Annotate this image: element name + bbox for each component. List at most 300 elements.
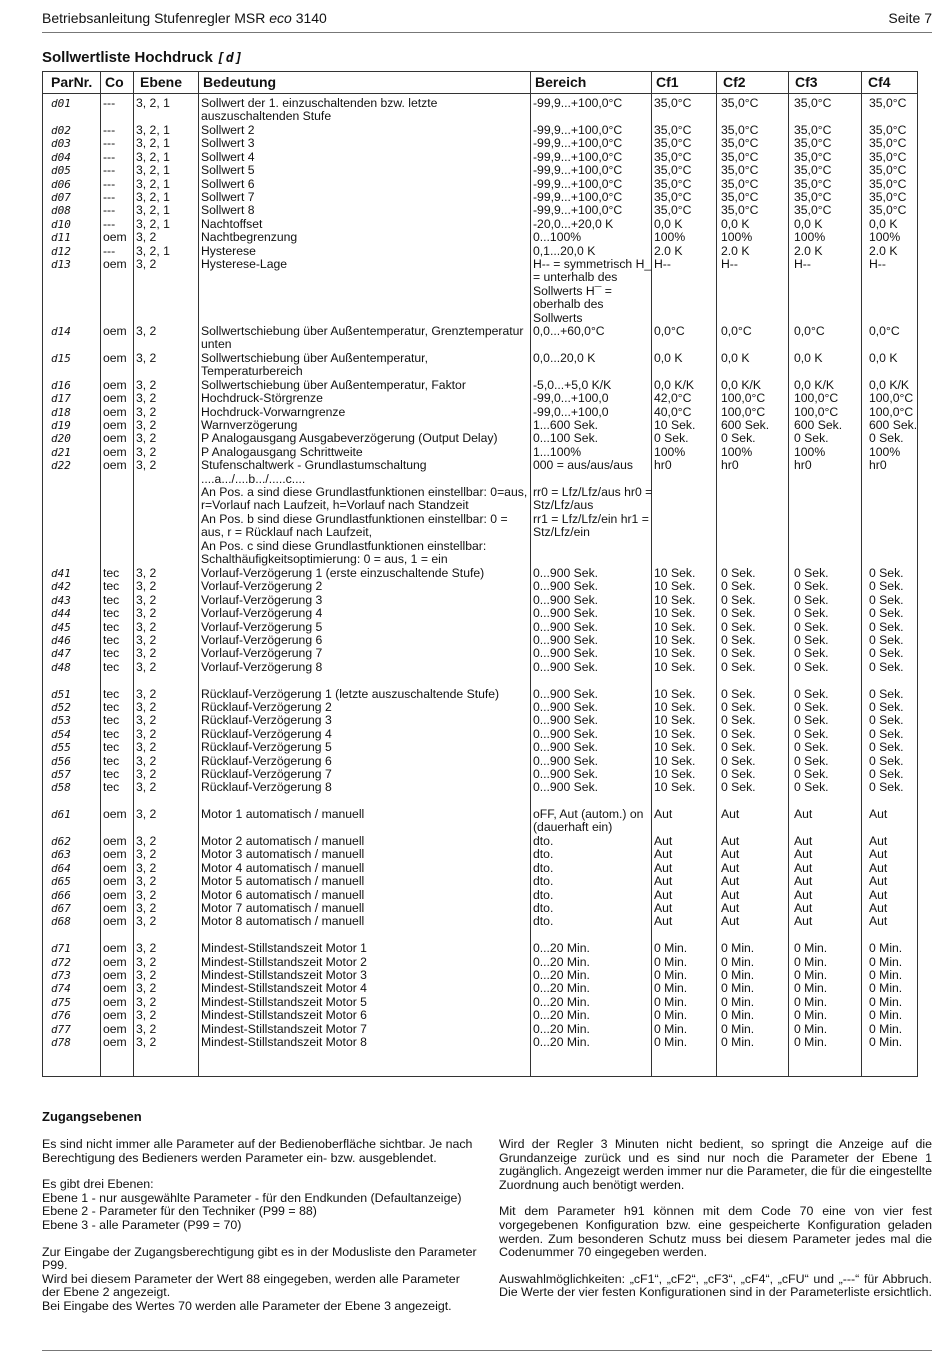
cf3-cell: 0 Sek. bbox=[794, 633, 829, 647]
cf4-cell: 100,0°C bbox=[869, 392, 914, 406]
co-cell: --- bbox=[103, 97, 116, 110]
cf2-cell: Aut bbox=[721, 915, 740, 929]
co-cell: tec bbox=[103, 727, 120, 741]
cf1-cell: 35,0°C bbox=[654, 204, 692, 218]
table-row bbox=[43, 204, 917, 217]
bedeutung-cell: Rücklauf-Verzögerung 7 bbox=[201, 767, 332, 781]
cf1-cell: 35,0°C bbox=[654, 190, 692, 204]
cf4-cell: 0 Sek. bbox=[869, 647, 904, 661]
ebene-cell: 3, 2 bbox=[136, 660, 157, 674]
cf1-cell: 0 Sek. bbox=[654, 432, 689, 446]
cf4-cell: hr0 bbox=[869, 459, 887, 473]
cf3-cell: 35,0°C bbox=[794, 190, 832, 204]
bereich-cell: 0,0...20,0 K bbox=[533, 351, 596, 365]
table-row bbox=[43, 1023, 917, 1036]
table-row bbox=[43, 258, 917, 325]
table-row bbox=[43, 231, 917, 244]
cf3-cell: Aut bbox=[794, 888, 813, 902]
bedeutung-cell: Mindest-Stillstandszeit Motor 7 bbox=[201, 1022, 367, 1036]
bereich-cell: 0...900 Sek. bbox=[533, 660, 599, 674]
bereich-cell: 0...20 Min. bbox=[533, 982, 590, 996]
bereich-cell: dto. bbox=[533, 902, 554, 916]
table-row bbox=[43, 137, 917, 150]
cf1-cell: 10 Sek. bbox=[654, 647, 696, 661]
co-cell: oem bbox=[103, 848, 127, 862]
table-row bbox=[43, 406, 917, 419]
col-co: Co bbox=[105, 74, 124, 90]
co-cell: tec bbox=[103, 633, 120, 647]
bedeutung-cell: Warnverzögerung bbox=[201, 419, 298, 433]
cf3-cell: Aut bbox=[794, 848, 813, 862]
bereich-cell: 0...900 Sek. bbox=[533, 567, 599, 581]
cf3-cell: 0 Min. bbox=[794, 1009, 828, 1023]
co-cell: oem bbox=[103, 432, 127, 446]
bereich-cell: -99,9...+100,0°C bbox=[533, 150, 623, 164]
parnr-cell: d12 bbox=[51, 244, 71, 258]
parnr-cell: d02 bbox=[51, 124, 71, 137]
bereich-cell: 0...20 Min. bbox=[533, 942, 590, 956]
bereich-cell: 0...100% bbox=[533, 231, 582, 245]
table-row bbox=[43, 741, 917, 754]
cf4-cell: 0 Sek. bbox=[869, 432, 904, 446]
cf1-cell: 10 Sek. bbox=[654, 620, 696, 634]
ebene-cell: 3, 2 bbox=[136, 593, 157, 607]
bereich-cell: 0...20 Min. bbox=[533, 955, 590, 969]
ebene-cell: 3, 2 bbox=[136, 405, 157, 419]
col-bereich: Bereich bbox=[535, 74, 587, 90]
table-row bbox=[43, 325, 917, 352]
bedeutung-cell: P Analogausgang Schrittweite bbox=[201, 445, 363, 459]
table-row bbox=[43, 688, 917, 701]
cf2-cell: 0 Sek. bbox=[721, 700, 756, 714]
bereich-cell: 0,1...20,0 K bbox=[533, 244, 596, 258]
parnr-cell: d05 bbox=[51, 164, 71, 178]
cf2-cell: 0 Sek. bbox=[721, 727, 756, 741]
ebene-cell: 3, 2 bbox=[136, 754, 157, 768]
cf2-cell: 0,0°C bbox=[721, 324, 752, 338]
ebene-cell: 3, 2 bbox=[136, 1035, 157, 1049]
cf4-cell: 0 Sek. bbox=[869, 741, 904, 755]
parnr-cell: d08 bbox=[51, 204, 71, 218]
cf2-cell: 100% bbox=[721, 231, 753, 245]
table-row bbox=[43, 768, 917, 781]
bedeutung-cell: Motor 1 automatisch / manuell bbox=[201, 808, 365, 822]
bereich-cell: 000 = aus/aus/aus bbox=[533, 459, 633, 473]
bedeutung-cell: An Pos. b sind diese Grundlastfunktionen einstellbar: 0 = aus, r = Rücklauf nach Laufzeit, bbox=[201, 513, 508, 540]
cf1-cell: 0 Min. bbox=[654, 995, 688, 1009]
cf4-cell: 35,0°C bbox=[869, 124, 907, 137]
bedeutung-cell: Sollwert 7 bbox=[201, 190, 255, 204]
parnr-cell: d14 bbox=[51, 324, 71, 338]
ebene-cell: 3, 2 bbox=[136, 741, 157, 755]
co-cell: oem bbox=[103, 231, 127, 245]
co-cell: oem bbox=[103, 875, 127, 889]
cf3-cell: 35,0°C bbox=[794, 150, 832, 164]
cf4-cell: 100,0°C bbox=[869, 405, 914, 419]
cf1-cell: 40,0°C bbox=[654, 405, 692, 419]
table-row bbox=[43, 567, 917, 580]
cf2-cell: 0 Sek. bbox=[721, 633, 756, 647]
cf4-cell: 2.0 K bbox=[869, 244, 898, 258]
bedeutung-cell: Rücklauf-Verzögerung 8 bbox=[201, 781, 332, 795]
row-spacer bbox=[43, 674, 917, 687]
cf1-cell: 0,0°C bbox=[654, 324, 685, 338]
cf1-cell: 0 Min. bbox=[654, 968, 688, 982]
cf1-cell: 0 Min. bbox=[654, 942, 688, 956]
cf3-cell: hr0 bbox=[794, 459, 812, 473]
table-row bbox=[43, 379, 917, 392]
cf1-cell: 10 Sek. bbox=[654, 593, 696, 607]
cf1-cell: 10 Sek. bbox=[654, 607, 696, 621]
co-cell: oem bbox=[103, 861, 127, 875]
cf2-cell: hr0 bbox=[721, 459, 739, 473]
parnr-cell: d48 bbox=[51, 660, 71, 674]
cf2-cell: 0 Min. bbox=[721, 968, 755, 982]
cf2-cell: 0 Sek. bbox=[721, 432, 756, 446]
co-cell: oem bbox=[103, 1022, 127, 1036]
co-cell: --- bbox=[103, 244, 116, 258]
cf4-cell: 0 Sek. bbox=[869, 593, 904, 607]
co-cell: oem bbox=[103, 257, 127, 271]
paragraph: Es gibt drei Ebenen: Ebene 1 - nur ausgewählte Parameter - für den Endkunden (Defaultanzeige) Ebene 2 - Parameter für den Techniker (P99 = 88) Ebene 3 - alle Parameter (P99 = 70) bbox=[42, 1177, 462, 1232]
cf4-cell: 0 Min. bbox=[869, 982, 903, 996]
table-row bbox=[43, 218, 917, 231]
page-number: Seite 7 bbox=[888, 10, 932, 26]
cf4-cell: 35,0°C bbox=[869, 190, 907, 204]
cf4-cell: H-- bbox=[869, 257, 886, 271]
ebene-cell: 3, 2 bbox=[136, 888, 157, 902]
parnr-cell: d11 bbox=[51, 231, 71, 245]
bedeutung-cell: Rücklauf-Verzögerung 6 bbox=[201, 754, 332, 768]
cf4-cell: 35,0°C bbox=[869, 97, 907, 110]
cf4-cell: 0 Sek. bbox=[869, 700, 904, 714]
cf2-cell: Aut bbox=[721, 848, 740, 862]
cf2-cell: 100,0°C bbox=[721, 392, 766, 406]
table-row bbox=[43, 862, 917, 875]
parnr-cell: d68 bbox=[51, 915, 71, 929]
parnr-cell: d65 bbox=[51, 875, 71, 889]
col-cf2: Cf2 bbox=[723, 74, 746, 90]
table-row bbox=[43, 902, 917, 915]
cf4-cell: Aut bbox=[869, 861, 888, 875]
cf3-cell: 0 Min. bbox=[794, 1022, 828, 1036]
bedeutung-cell: Hysterese-Lage bbox=[201, 257, 288, 271]
ebene-cell: 3, 2, 1 bbox=[136, 177, 170, 191]
cf1-cell: 10 Sek. bbox=[654, 714, 696, 728]
page-header bbox=[42, 10, 932, 33]
bereich-cell: 0...900 Sek. bbox=[533, 593, 599, 607]
cf3-cell: 100% bbox=[794, 445, 826, 459]
bereich-cell: -99,9...+100,0°C bbox=[533, 124, 623, 137]
ebene-cell: 3, 2 bbox=[136, 781, 157, 795]
bedeutung-cell: Hochdruck-Störgrenze bbox=[201, 392, 323, 406]
bedeutung-cell: Motor 8 automatisch / manuell bbox=[201, 915, 365, 929]
bedeutung-cell: Sollwert 5 bbox=[201, 164, 255, 178]
bedeutung-cell: Vorlauf-Verzögerung 5 bbox=[201, 620, 323, 634]
parnr-cell: d63 bbox=[51, 848, 71, 862]
table-row bbox=[43, 848, 917, 861]
cf3-cell: 0 Min. bbox=[794, 982, 828, 996]
co-cell: tec bbox=[103, 647, 120, 661]
cf3-cell: 100% bbox=[794, 231, 826, 245]
cf4-cell: Aut bbox=[869, 888, 888, 902]
co-cell: oem bbox=[103, 888, 127, 902]
bereich-cell: -99,9...+100,0°C bbox=[533, 164, 623, 178]
bereich-cell: 0...900 Sek. bbox=[533, 633, 599, 647]
cf3-cell: 0 Min. bbox=[794, 968, 828, 982]
cf2-cell: 35,0°C bbox=[721, 97, 759, 110]
cf2-cell: 0 Min. bbox=[721, 1022, 755, 1036]
ebene-cell: 3, 2 bbox=[136, 915, 157, 929]
cf4-cell: 0,0 K bbox=[869, 217, 898, 231]
bereich-cell: 0...900 Sek. bbox=[533, 727, 599, 741]
cf2-cell: 0 Sek. bbox=[721, 647, 756, 661]
cf2-cell: Aut bbox=[721, 835, 740, 849]
bereich-cell: 0...900 Sek. bbox=[533, 741, 599, 755]
cf2-cell: 0 Sek. bbox=[721, 754, 756, 768]
bedeutung-cell: Vorlauf-Verzögerung 6 bbox=[201, 633, 323, 647]
cf4-cell: Aut bbox=[869, 875, 888, 889]
cf4-cell: 0 Sek. bbox=[869, 727, 904, 741]
bedeutung-cell: Mindest-Stillstandszeit Motor 5 bbox=[201, 995, 367, 1009]
parnr-cell: d03 bbox=[51, 137, 71, 151]
co-cell: tec bbox=[103, 580, 120, 594]
cf3-cell: 0 Sek. bbox=[794, 620, 829, 634]
parnr-cell: d10 bbox=[51, 217, 71, 231]
cf4-cell: 35,0°C bbox=[869, 177, 907, 191]
co-cell: tec bbox=[103, 714, 120, 728]
bedeutung-cell: Mindest-Stillstandszeit Motor 4 bbox=[201, 982, 367, 996]
co-cell: --- bbox=[103, 177, 116, 191]
cf4-cell: 0 Min. bbox=[869, 968, 903, 982]
parnr-cell: d18 bbox=[51, 405, 71, 419]
cf3-cell: 2.0 K bbox=[794, 244, 823, 258]
bedeutung-cell: Motor 4 automatisch / manuell bbox=[201, 861, 365, 875]
cf3-cell: 0 Min. bbox=[794, 942, 828, 956]
cf4-cell: 0 Sek. bbox=[869, 687, 904, 701]
cf3-cell: H-- bbox=[794, 257, 811, 271]
ebene-cell: 3, 2 bbox=[136, 432, 157, 446]
cf4-cell: 0 Min. bbox=[869, 995, 903, 1009]
parnr-cell: d75 bbox=[51, 995, 71, 1009]
co-cell: tec bbox=[103, 593, 120, 607]
parnr-cell: d21 bbox=[51, 445, 71, 459]
table-row bbox=[43, 714, 917, 727]
paragraph: Wird der Regler 3 Minuten nicht bedient, so springt die Anzeige auf die Grundanzeige zurück und es sind nur noch die Parameter der Ebene 1 zugänglich. Angezeigt werden immer nur die Parameter, die für die eingestellte Zuordnung auch benötigt werden. bbox=[499, 1137, 932, 1192]
parnr-cell: d06 bbox=[51, 177, 71, 191]
ebene-cell: 3, 2 bbox=[136, 861, 157, 875]
cf2-cell: 0 Min. bbox=[721, 982, 755, 996]
parnr-cell: d22 bbox=[51, 459, 71, 473]
cf2-cell: 0 Min. bbox=[721, 995, 755, 1009]
cf1-cell: 10 Sek. bbox=[654, 660, 696, 674]
bereich-cell: dto. bbox=[533, 888, 554, 902]
cf2-cell: Aut bbox=[721, 888, 740, 902]
parnr-cell: d53 bbox=[51, 714, 71, 728]
co-cell: oem bbox=[103, 351, 127, 365]
table-row bbox=[43, 245, 917, 258]
cf3-cell: 0 Sek. bbox=[794, 432, 829, 446]
table-row bbox=[43, 392, 917, 405]
bedeutung-cell: Sollwert 3 bbox=[201, 137, 255, 151]
bereich-cell: -99,9...+100,0°C bbox=[533, 190, 623, 204]
parnr-cell: d01 bbox=[51, 97, 71, 110]
cf1-cell: 0,0 K bbox=[654, 351, 683, 365]
cf1-cell: hr0 bbox=[654, 459, 672, 473]
bedeutung-cell: Stufenschaltwerk - Grundlastumschaltung bbox=[201, 459, 427, 473]
bereich-cell: 0...20 Min. bbox=[533, 1035, 590, 1049]
cf4-cell: 0,0 K/K bbox=[869, 378, 909, 392]
table-row bbox=[43, 419, 917, 432]
bereich-cell: dto. bbox=[533, 915, 554, 929]
co-cell: --- bbox=[103, 150, 116, 164]
bereich-cell: 0...900 Sek. bbox=[533, 714, 599, 728]
ebene-cell: 3, 2 bbox=[136, 982, 157, 996]
cf4-cell: Aut bbox=[869, 902, 888, 916]
co-cell: oem bbox=[103, 324, 127, 338]
cf4-cell: 0,0 K bbox=[869, 351, 898, 365]
cf2-cell: 0 Min. bbox=[721, 942, 755, 956]
co-cell: --- bbox=[103, 217, 116, 231]
access-levels-right bbox=[499, 1138, 932, 1313]
cf1-cell: 35,0°C bbox=[654, 150, 692, 164]
co-cell: oem bbox=[103, 405, 127, 419]
bedeutung-cell: Vorlauf-Verzögerung 7 bbox=[201, 647, 323, 661]
cf1-cell: Aut bbox=[654, 902, 673, 916]
co-cell: --- bbox=[103, 137, 116, 151]
cf2-cell: 0 Min. bbox=[721, 1009, 755, 1023]
parnr-cell: d51 bbox=[51, 687, 71, 701]
cf2-cell: Aut bbox=[721, 902, 740, 916]
bereich-cell: dto. bbox=[533, 835, 554, 849]
bedeutung-cell: Rücklauf-Verzögerung 4 bbox=[201, 727, 332, 741]
cf3-cell: Aut bbox=[794, 861, 813, 875]
cf1-cell: Aut bbox=[654, 888, 673, 902]
cf3-cell: 0 Sek. bbox=[794, 660, 829, 674]
co-cell: tec bbox=[103, 700, 120, 714]
cf4-cell: 0 Min. bbox=[869, 1022, 903, 1036]
ebene-cell: 3, 2 bbox=[136, 902, 157, 916]
ebene-cell: 3, 2, 1 bbox=[136, 204, 170, 218]
parnr-cell: d62 bbox=[51, 835, 71, 849]
cf4-cell: 35,0°C bbox=[869, 150, 907, 164]
parnr-cell: d66 bbox=[51, 888, 71, 902]
table-row bbox=[43, 151, 917, 164]
cf3-cell: Aut bbox=[794, 915, 813, 929]
cf3-cell: 0 Sek. bbox=[794, 607, 829, 621]
co-cell: tec bbox=[103, 607, 120, 621]
cf3-cell: 0 Min. bbox=[794, 1035, 828, 1049]
bedeutung-cell: ....a.../....b.../.....c.... bbox=[201, 472, 306, 486]
ebene-cell: 3, 2, 1 bbox=[136, 244, 170, 258]
table-row bbox=[43, 728, 917, 741]
bereich-cell: -99,9...+100,0°C bbox=[533, 204, 623, 218]
ebene-cell: 3, 2 bbox=[136, 647, 157, 661]
parnr-cell: d44 bbox=[51, 607, 71, 621]
table-row bbox=[43, 647, 917, 660]
cf3-cell: 100,0°C bbox=[794, 405, 839, 419]
cf3-cell: 0 Sek. bbox=[794, 727, 829, 741]
cf1-cell: 10 Sek. bbox=[654, 741, 696, 755]
bereich-cell: H-- = symmetrisch H_ = unterhalb des Sollwerts H¯ = oberhalb des Sollwerts bbox=[533, 257, 652, 325]
cf4-cell: Aut bbox=[869, 915, 888, 929]
cf2-cell: 0 Min. bbox=[721, 1035, 755, 1049]
cf3-cell: 0 Sek. bbox=[794, 687, 829, 701]
ebene-cell: 3, 2 bbox=[136, 1022, 157, 1036]
bedeutung-cell: Sollwert 2 bbox=[201, 124, 255, 137]
cf3-cell: Aut bbox=[794, 808, 813, 822]
bereich-cell: 0...900 Sek. bbox=[533, 781, 599, 795]
ebene-cell: 3, 2 bbox=[136, 620, 157, 634]
cf3-cell: 35,0°C bbox=[794, 137, 832, 151]
cf4-cell: 0 Sek. bbox=[869, 767, 904, 781]
cf3-cell: 0 Min. bbox=[794, 995, 828, 1009]
bereich-cell: 1...100% bbox=[533, 445, 582, 459]
cf2-cell: Aut bbox=[721, 861, 740, 875]
cf1-cell: 10 Sek. bbox=[654, 580, 696, 594]
cf1-cell: 35,0°C bbox=[654, 137, 692, 151]
cf3-cell: 600 Sek. bbox=[794, 419, 843, 433]
cf2-cell: 0 Sek. bbox=[721, 620, 756, 634]
bereich-cell: -99,9...+100,0°C bbox=[533, 137, 623, 151]
parnr-cell: d72 bbox=[51, 955, 71, 969]
cf4-cell: 0 Sek. bbox=[869, 567, 904, 581]
cf1-cell: 2.0 K bbox=[654, 244, 683, 258]
cf2-cell: 0 Sek. bbox=[721, 741, 756, 755]
cf4-cell: 0 Sek. bbox=[869, 660, 904, 674]
bereich-cell: -99,0...+100,0 bbox=[533, 392, 609, 406]
parnr-cell: d58 bbox=[51, 781, 71, 795]
cf3-cell: 0 Sek. bbox=[794, 767, 829, 781]
bereich-cell: 0...900 Sek. bbox=[533, 580, 599, 594]
cf2-cell: 0 Sek. bbox=[721, 687, 756, 701]
paragraph: Zur Eingabe der Zugangsberechtigung gibt es in der Modusliste den Parameter P99. Wird bei diesem Parameter der Wert 88 eingegeben, werden alle Parameter der Ebene 2 angezeigt. Bei Eingabe des Wertes 70 werden alle Parameter der Ebene 3 angezeigt. bbox=[42, 1244, 477, 1313]
paragraph: Es sind nicht immer alle Parameter auf der Bedienoberfläche sichtbar. Je nach Berechtigung des Bedieners werden Parameter ein- bzw. ausgeblendet. bbox=[42, 1137, 473, 1165]
bedeutung-cell: Vorlauf-Verzögerung 4 bbox=[201, 607, 323, 621]
ebene-cell: 3, 2 bbox=[136, 942, 157, 956]
parnr-cell: d76 bbox=[51, 1009, 71, 1023]
cf4-cell: 0 Min. bbox=[869, 1035, 903, 1049]
parnr-cell: d55 bbox=[51, 741, 71, 755]
bedeutung-cell: Sollwertschiebung über Außentemperatur, Grenztemperatur unten bbox=[201, 324, 524, 352]
bereich-cell: 0...900 Sek. bbox=[533, 687, 599, 701]
bereich-cell: 0,0...+60,0°C bbox=[533, 324, 605, 338]
access-levels-title: Zugangsebenen bbox=[42, 1109, 142, 1124]
co-cell: oem bbox=[103, 459, 127, 473]
parnr-cell: d46 bbox=[51, 633, 71, 647]
parnr-cell: d67 bbox=[51, 902, 71, 916]
cf3-cell: Aut bbox=[794, 875, 813, 889]
bedeutung-cell: Rücklauf-Verzögerung 5 bbox=[201, 741, 332, 755]
bedeutung-cell: Nachtbegrenzung bbox=[201, 231, 298, 245]
cf2-cell: 0 Sek. bbox=[721, 767, 756, 781]
cf2-cell: 100% bbox=[721, 445, 753, 459]
cf1-cell: Aut bbox=[654, 875, 673, 889]
cf3-cell: 0 Sek. bbox=[794, 580, 829, 594]
bereich-cell: 1...600 Sek. bbox=[533, 419, 599, 433]
bereich-cell: dto. bbox=[533, 861, 554, 875]
cf2-cell: 100,0°C bbox=[721, 405, 766, 419]
cf1-cell: 10 Sek. bbox=[654, 727, 696, 741]
cf1-cell: Aut bbox=[654, 861, 673, 875]
cf4-cell: 0,0°C bbox=[869, 324, 900, 338]
bedeutung-cell: Motor 6 automatisch / manuell bbox=[201, 888, 365, 902]
parnr-cell: d43 bbox=[51, 593, 71, 607]
bereich-cell: 0...900 Sek. bbox=[533, 647, 599, 661]
co-cell: --- bbox=[103, 204, 116, 218]
bedeutung-cell: Sollwert 8 bbox=[201, 204, 255, 218]
table-row bbox=[43, 540, 917, 567]
